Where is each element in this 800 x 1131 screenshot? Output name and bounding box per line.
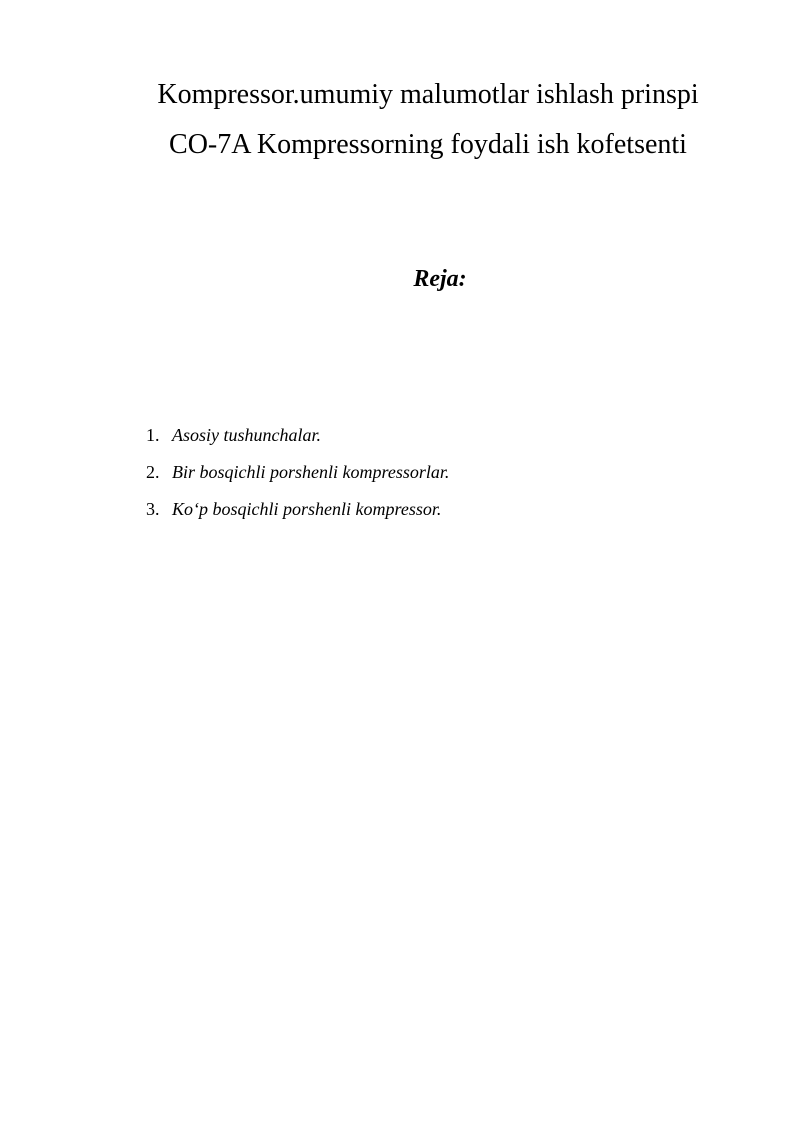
- plan-list-item: [146, 461, 746, 498]
- plan-item-number: 3.: [146, 499, 160, 519]
- plan-item-text: Asosiy tushunchalar.: [172, 425, 322, 445]
- plan-item-number: 1.: [146, 425, 160, 445]
- document-title-line-2: CO-7A Kompressorning foydali ish kofetsenti: [169, 129, 687, 160]
- document-title-line-1: Kompressor.umumiy malumotlar ishlash prinspi: [157, 79, 699, 110]
- plan-heading: Reja:: [413, 266, 467, 292]
- plan-list-item: [146, 498, 746, 535]
- plan-item-text: Ko‘p bosqichli porshenli kompressor.: [172, 499, 442, 519]
- plan-item-text: Bir bosqichli porshenli kompressorlar.: [172, 462, 450, 482]
- plan-item-number: 2.: [146, 462, 160, 482]
- plan-list-item: [146, 424, 746, 461]
- plan-list: [146, 424, 746, 535]
